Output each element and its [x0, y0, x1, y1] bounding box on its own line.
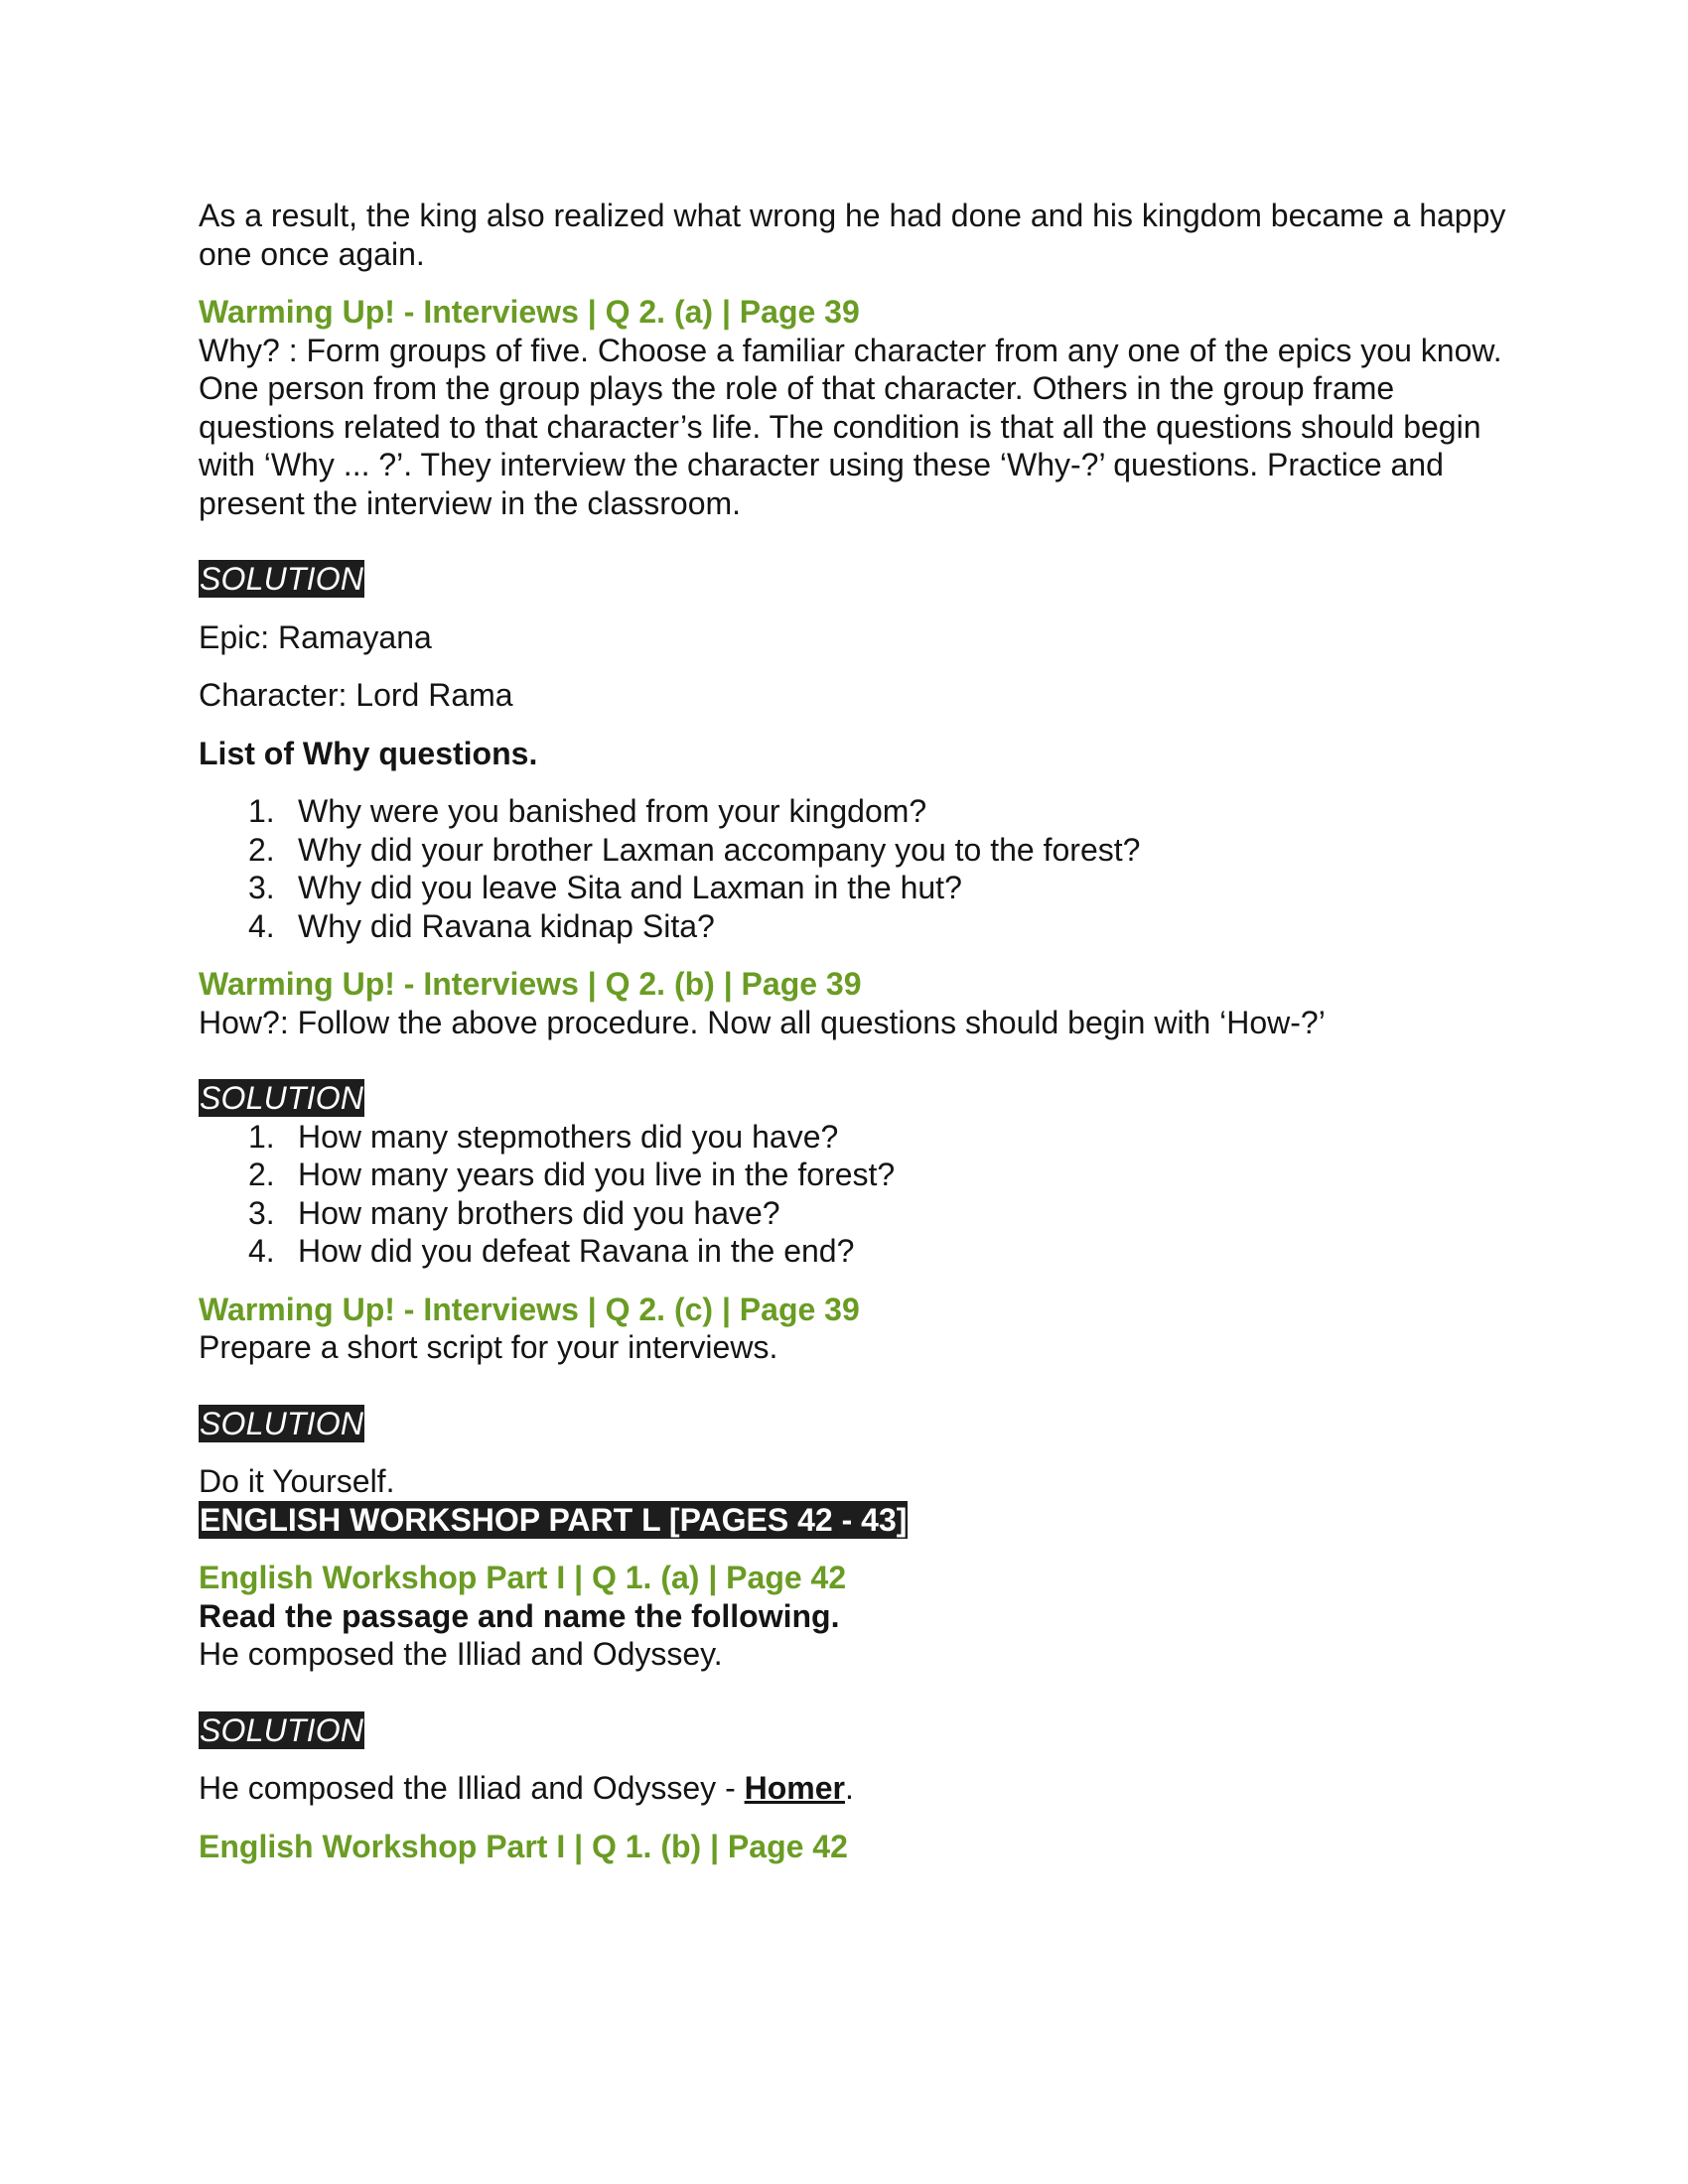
list-item: 1. How many stepmothers did you have?: [248, 1118, 839, 1155]
intro-paragraph: As a result, the king also realized what wrong he had done and his kingdom became a happy one once again.: [199, 198, 1506, 272]
question-heading-2c: Warming Up! - Interviews | Q 2. (c) | Page 39: [199, 1291, 860, 1327]
question-heading-2a: Warming Up! - Interviews | Q 2. (a) | Page 39: [199, 294, 860, 330]
list-item: 3. How many brothers did you have?: [248, 1194, 780, 1231]
question-heading-ew1b: English Workshop Part I | Q 1. (b) | Page 42: [199, 1828, 848, 1864]
list-item: 2. How many years did you live in the forest?: [248, 1157, 896, 1192]
why-list-title: List of Why questions.: [199, 735, 538, 771]
instruction-ew1a: Read the passage and name the following.: [199, 1597, 840, 1634]
question-heading-ew1a: English Workshop Part I | Q 1. (a) | Page 42: [199, 1560, 847, 1595]
answer-line-ew1a: [199, 1769, 1509, 1808]
list-item: 2. Why did your brother Laxman accompany you to the forest?: [248, 831, 1141, 868]
why-questions-list: [199, 792, 1509, 945]
solution-badge-2b: SOLUTION: [200, 1080, 364, 1116]
section-title-badge: ENGLISH WORKSHOP PART L [PAGES 42 - 43]: [200, 1501, 908, 1538]
character-line: Character: Lord Rama: [199, 677, 513, 713]
answer-2c: Do it Yourself.: [199, 1463, 395, 1499]
document-page: [199, 197, 1509, 1865]
solution-badge-ew1a: SOLUTION: [200, 1711, 364, 1748]
question-text-2c: Prepare a short script for your interviews.: [199, 1329, 778, 1365]
question-text-ew1a: He composed the Illiad and Odyssey.: [199, 1636, 723, 1672]
how-questions-list: [199, 1118, 1509, 1271]
list-item: 3. Why did you leave Sita and Laxman in the hut?: [248, 870, 962, 905]
solution-badge-2c: SOLUTION: [200, 1405, 364, 1441]
list-item: 4. Why did Ravana kidnap Sita?: [248, 907, 715, 944]
answer-suffix: .: [844, 1770, 854, 1806]
question-heading-2b: Warming Up! - Interviews | Q 2. (b) | Page 39: [199, 966, 862, 1002]
list-item: 4. How did you defeat Ravana in the end?: [248, 1233, 855, 1269]
answer-homer: Homer: [744, 1770, 845, 1806]
solution-badge-2a: SOLUTION: [200, 561, 364, 597]
epic-line: Epic: Ramayana: [199, 618, 432, 655]
question-text-2b: How?: Follow the above procedure. Now all questions should begin with ‘How-?’: [199, 1004, 1326, 1040]
question-text-2a: Why? : Form groups of five. Choose a familiar character from any one of the epics you know. One person from the group plays the role of that character. Others in the group frame questions related to that character’s life. The condition is that all the questions should begin with ‘Why ... ?’. They interview the character using these ‘Why-?’ questions. Practice and present the interview in the classroom.: [199, 332, 1502, 521]
answer-prefix: He composed the Illiad and Odyssey -: [199, 1770, 745, 1806]
list-item: 1. Why were you banished from your kingdom?: [248, 793, 927, 829]
